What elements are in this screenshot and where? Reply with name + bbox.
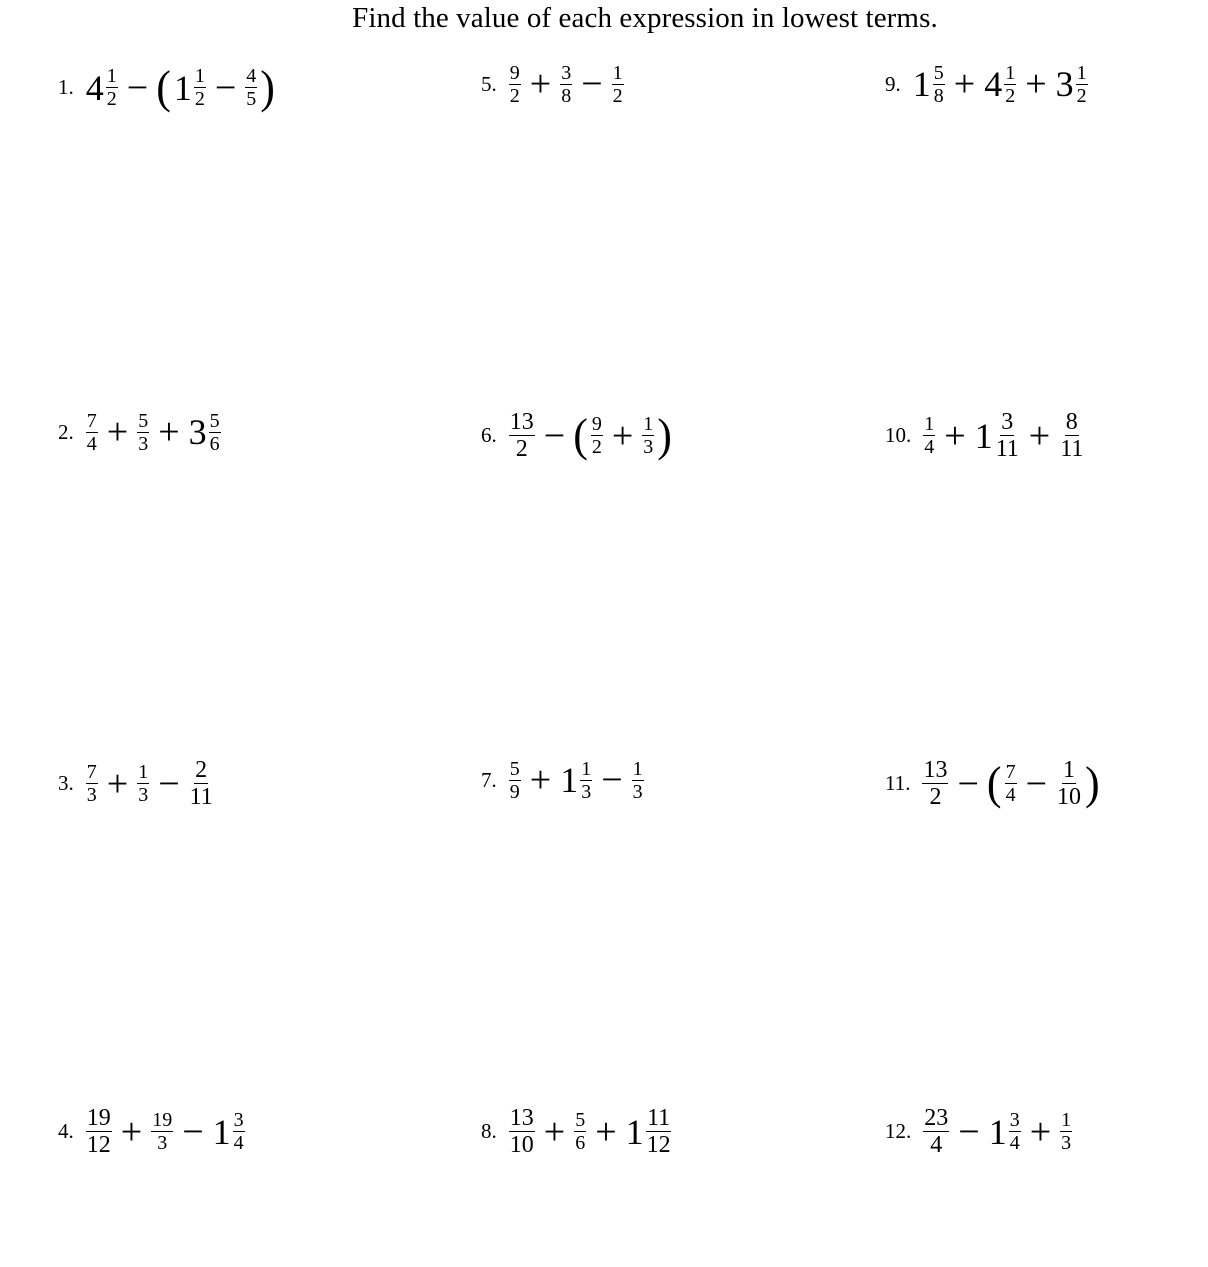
denominator: 3 <box>157 1132 168 1154</box>
operator: − <box>1025 762 1048 805</box>
problem-number: 9. <box>885 71 901 96</box>
denominator: 12 <box>646 1132 671 1158</box>
whole-part: 3 <box>1055 64 1074 104</box>
whole-part: 1 <box>625 1111 644 1152</box>
numerator: 13 <box>923 757 948 783</box>
denominator: 4 <box>1005 784 1016 806</box>
problem-number: 2. <box>58 419 74 444</box>
expression <box>84 410 223 454</box>
mixed-number <box>558 759 594 802</box>
numerator: 7 <box>86 761 97 783</box>
parenthesis: ( <box>986 757 1002 810</box>
fraction <box>933 63 945 106</box>
problem-6 <box>481 410 673 461</box>
worksheet-title: Find the value of each expression in lowest terms. <box>352 2 938 34</box>
denominator: 5 <box>246 88 257 110</box>
operator: + <box>611 414 634 457</box>
operator: + <box>543 1110 566 1153</box>
numerator: 1 <box>1076 61 1087 84</box>
expression <box>84 1106 247 1157</box>
numerator: 7 <box>86 409 97 432</box>
numerator: 1 <box>632 757 643 780</box>
problem-number: 12. <box>885 1119 912 1143</box>
fraction <box>1076 63 1088 106</box>
fraction <box>922 758 948 809</box>
denominator: 2 <box>106 88 117 110</box>
mixed-number <box>982 63 1018 106</box>
problem-1 <box>58 62 276 113</box>
operator: + <box>953 63 976 105</box>
fraction <box>137 762 149 805</box>
numerator: 13 <box>509 409 534 435</box>
expression <box>921 1106 1074 1157</box>
operator: − <box>543 414 566 457</box>
numerator: 1 <box>194 65 205 87</box>
problem-5 <box>481 62 626 106</box>
numerator: 13 <box>509 1105 534 1131</box>
fraction <box>591 414 603 457</box>
denominator: 3 <box>138 432 149 455</box>
whole-part: 1 <box>988 1111 1007 1152</box>
mixed-number <box>84 66 120 109</box>
operator: − <box>581 63 603 105</box>
operator: − <box>601 759 623 801</box>
whole-part: 3 <box>188 412 207 452</box>
whole-part: 1 <box>912 64 931 104</box>
fraction <box>86 1106 112 1157</box>
fraction <box>86 411 98 454</box>
problem-number: 6. <box>481 423 497 447</box>
parenthesis: ( <box>156 61 171 114</box>
operator: + <box>529 63 552 105</box>
operator: + <box>944 414 966 457</box>
fraction <box>245 66 257 109</box>
denominator: 3 <box>86 784 97 806</box>
problem-number: 4. <box>58 1119 74 1143</box>
numerator: 3 <box>1009 1109 1020 1131</box>
expression <box>84 758 216 809</box>
denominator: 8 <box>561 84 572 107</box>
problem-number: 7. <box>481 767 497 792</box>
fraction <box>509 759 521 802</box>
numerator: 23 <box>924 1105 949 1131</box>
operator: + <box>158 411 180 453</box>
denominator: 11 <box>1060 436 1084 462</box>
denominator: 12 <box>86 1132 111 1158</box>
fraction <box>1004 63 1016 106</box>
problem-number: 10. <box>885 423 912 447</box>
mixed-number <box>911 63 947 106</box>
denominator: 10 <box>1057 784 1082 810</box>
numerator: 9 <box>591 413 602 435</box>
expression <box>911 62 1090 106</box>
problem-11 <box>885 758 1101 809</box>
denominator: 10 <box>509 1132 534 1158</box>
problem-number: 5. <box>481 71 497 96</box>
denominator: 3 <box>632 780 643 803</box>
fraction <box>632 759 644 802</box>
fraction <box>151 1110 173 1153</box>
numerator: 3 <box>233 1109 244 1131</box>
whole-part: 1 <box>974 415 993 456</box>
mixed-number <box>624 1106 674 1157</box>
denominator: 3 <box>138 784 149 806</box>
denominator: 9 <box>509 780 520 803</box>
fraction <box>1005 762 1017 805</box>
fraction <box>1056 758 1082 809</box>
denominator: 2 <box>1005 84 1016 107</box>
numerator: 1 <box>612 61 623 84</box>
fraction <box>233 1110 245 1153</box>
denominator: 2 <box>509 84 520 107</box>
problem-12 <box>885 1106 1074 1157</box>
expression <box>507 758 646 802</box>
fraction <box>137 411 149 454</box>
fraction <box>189 758 214 809</box>
numerator: 3 <box>561 61 572 84</box>
denominator: 6 <box>575 1132 586 1154</box>
denominator: 11 <box>995 436 1019 462</box>
fraction <box>509 1106 535 1157</box>
operator: + <box>1028 414 1051 457</box>
denominator: 4 <box>233 1132 244 1154</box>
expression <box>920 758 1100 809</box>
fraction <box>646 1106 672 1157</box>
parenthesis: ) <box>1085 757 1100 810</box>
numerator: 1 <box>643 413 654 435</box>
denominator: 11 <box>189 784 213 810</box>
fraction <box>642 414 654 457</box>
denominator: 4 <box>924 436 935 458</box>
denominator: 4 <box>86 432 97 455</box>
problem-number: 8. <box>481 1119 497 1143</box>
mixed-number <box>211 1110 247 1153</box>
operator: + <box>529 759 552 801</box>
whole-part: 4 <box>984 64 1003 104</box>
fraction <box>1009 1110 1021 1153</box>
whole-part: 4 <box>85 67 104 108</box>
operator: − <box>182 1110 204 1153</box>
numerator: 1 <box>138 761 149 783</box>
whole-part: 1 <box>173 67 192 108</box>
fraction <box>1060 1110 1072 1153</box>
fraction <box>509 410 535 461</box>
numerator: 7 <box>1005 761 1016 783</box>
operator: + <box>1029 1110 1052 1153</box>
operator: − <box>214 66 237 109</box>
problem-9 <box>885 62 1090 106</box>
expression <box>507 62 626 106</box>
parenthesis: ) <box>657 409 672 462</box>
denominator: 2 <box>194 88 205 110</box>
fraction <box>509 63 521 106</box>
fraction <box>106 66 118 109</box>
numerator: 8 <box>1065 409 1078 435</box>
problem-number: 3. <box>58 771 74 795</box>
denominator: 8 <box>933 84 944 107</box>
numerator: 5 <box>575 1109 586 1131</box>
numerator: 5 <box>209 409 220 432</box>
operator: − <box>958 1110 980 1153</box>
mixed-number <box>172 66 208 109</box>
expression <box>84 62 276 113</box>
fraction <box>86 762 98 805</box>
numerator: 5 <box>933 61 944 84</box>
operator: − <box>957 762 979 805</box>
denominator: 2 <box>1076 84 1087 107</box>
parenthesis: ( <box>573 409 588 462</box>
numerator: 1 <box>1005 61 1016 84</box>
problem-8 <box>481 1106 674 1157</box>
denominator: 3 <box>643 436 654 458</box>
denominator: 4 <box>1009 1132 1020 1154</box>
numerator: 1 <box>581 757 592 780</box>
denominator: 2 <box>929 784 942 810</box>
expression <box>921 410 1086 461</box>
denominator: 2 <box>591 436 602 458</box>
fraction <box>1059 410 1084 461</box>
parenthesis: ) <box>260 61 275 114</box>
numerator: 19 <box>152 1109 173 1131</box>
denominator: 3 <box>581 780 592 803</box>
numerator: 5 <box>509 757 520 780</box>
numerator: 1 <box>106 65 117 87</box>
denominator: 2 <box>612 84 623 107</box>
operator: + <box>106 762 129 805</box>
fraction <box>923 414 935 457</box>
operator: + <box>106 411 129 453</box>
whole-part: 1 <box>212 1111 231 1152</box>
expression <box>507 1106 674 1157</box>
mixed-number <box>1054 63 1090 106</box>
problem-10 <box>885 410 1086 461</box>
problem-number: 11. <box>885 771 911 795</box>
numerator: 2 <box>195 757 208 783</box>
problem-2 <box>58 410 223 454</box>
numerator: 3 <box>1001 409 1014 435</box>
denominator: 6 <box>209 432 220 455</box>
fraction <box>194 66 206 109</box>
numerator: 1 <box>1061 1109 1072 1131</box>
mixed-number <box>187 411 223 454</box>
denominator: 4 <box>930 1132 943 1158</box>
problem-number: 1. <box>58 75 74 99</box>
operator: + <box>1025 63 1047 105</box>
numerator: 1 <box>1063 757 1076 783</box>
fraction <box>580 759 592 802</box>
fraction <box>612 63 624 106</box>
operator: − <box>126 66 149 109</box>
fraction <box>209 411 221 454</box>
mixed-number <box>973 410 1022 461</box>
numerator: 5 <box>138 409 149 432</box>
fraction <box>560 63 572 106</box>
denominator: 2 <box>515 436 528 462</box>
operator: − <box>158 762 180 805</box>
numerator: 9 <box>509 61 520 84</box>
fraction <box>574 1110 586 1153</box>
numerator: 4 <box>246 65 257 87</box>
problem-7 <box>481 758 646 802</box>
fraction <box>995 410 1020 461</box>
problem-3 <box>58 758 216 809</box>
numerator: 11 <box>647 1105 671 1131</box>
mixed-number <box>987 1110 1023 1153</box>
expression <box>507 410 673 461</box>
numerator: 19 <box>86 1105 111 1131</box>
numerator: 1 <box>924 413 935 435</box>
operator: + <box>595 1110 617 1153</box>
problem-4 <box>58 1106 247 1157</box>
whole-part: 1 <box>560 760 579 800</box>
fraction <box>923 1106 949 1157</box>
denominator: 3 <box>1061 1132 1072 1154</box>
operator: + <box>120 1110 143 1153</box>
